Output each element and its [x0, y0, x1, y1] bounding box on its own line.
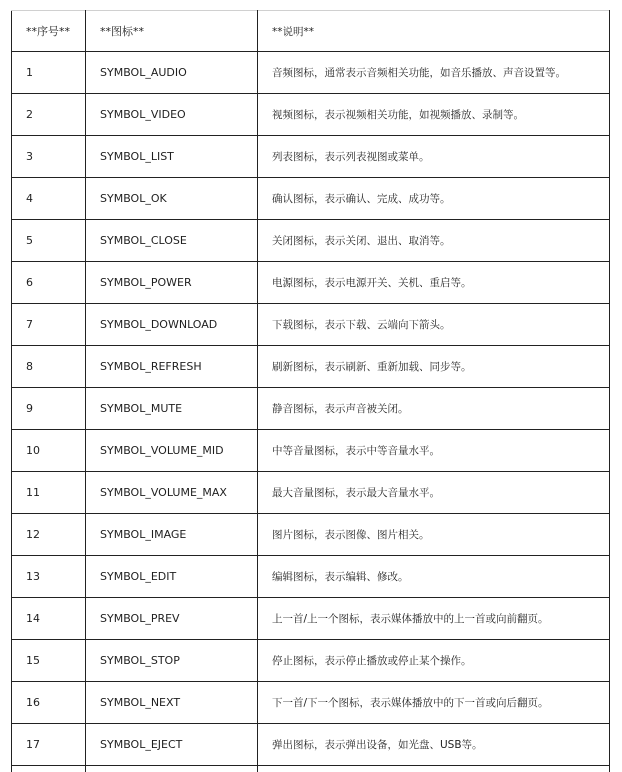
header-icon: **图标**: [86, 11, 258, 52]
row-symbol: SYMBOL_VIDEO: [86, 94, 258, 136]
table-row-cut-off: [12, 766, 610, 772]
row-description: 弹出图标，表示弹出设备，如光盘、USB等。: [258, 724, 610, 766]
row-description: 音频图标，通常表示音频相关功能，如音乐播放、声音设置等。: [258, 52, 610, 94]
table-row: [12, 220, 610, 262]
row-number: 3: [12, 136, 86, 178]
row-number: 7: [12, 304, 86, 346]
table-row: [12, 262, 610, 304]
symbol-table-container: [11, 10, 609, 772]
row-description: 中等音量图标，表示中等音量水平。: [258, 430, 610, 472]
row-description: 下一首/下一个图标，表示媒体播放中的下一首或向后翻页。: [258, 682, 610, 724]
row-description-empty: [258, 766, 610, 772]
row-description: 关闭图标，表示关闭、退出、取消等。: [258, 220, 610, 262]
table-row: [12, 598, 610, 640]
row-number: 17: [12, 724, 86, 766]
row-symbol: SYMBOL_VOLUME_MAX: [86, 472, 258, 514]
row-description: 视频图标，表示视频相关功能，如视频播放、录制等。: [258, 94, 610, 136]
row-number: 2: [12, 94, 86, 136]
table-row: [12, 514, 610, 556]
row-symbol: SYMBOL_CLOSE: [86, 220, 258, 262]
row-number: 8: [12, 346, 86, 388]
table-row: [12, 640, 610, 682]
row-symbol: SYMBOL_IMAGE: [86, 514, 258, 556]
row-symbol: SYMBOL_DOWNLOAD: [86, 304, 258, 346]
row-number: 16: [12, 682, 86, 724]
table-row: [12, 724, 610, 766]
row-description: 静音图标，表示声音被关闭。: [258, 388, 610, 430]
row-symbol: SYMBOL_AUDIO: [86, 52, 258, 94]
table-row: [12, 136, 610, 178]
row-number: 12: [12, 514, 86, 556]
row-description: 图片图标，表示图像、图片相关。: [258, 514, 610, 556]
row-symbol: SYMBOL_NEXT: [86, 682, 258, 724]
table-row: [12, 346, 610, 388]
row-symbol: SYMBOL_STOP: [86, 640, 258, 682]
row-number: 4: [12, 178, 86, 220]
row-number: 11: [12, 472, 86, 514]
row-symbol: SYMBOL_OK: [86, 178, 258, 220]
row-symbol: SYMBOL_MUTE: [86, 388, 258, 430]
row-number-empty: [12, 766, 86, 772]
row-symbol: SYMBOL_LIST: [86, 136, 258, 178]
table-row: [12, 682, 610, 724]
table-row: [12, 304, 610, 346]
header-number: **序号**: [12, 11, 86, 52]
row-symbol: SYMBOL_EDIT: [86, 556, 258, 598]
row-description: 电源图标，表示电源开关、关机、重启等。: [258, 262, 610, 304]
table-row: [12, 430, 610, 472]
row-number: 5: [12, 220, 86, 262]
row-description: 最大音量图标，表示最大音量水平。: [258, 472, 610, 514]
table-row: [12, 472, 610, 514]
row-description: 确认图标，表示确认、完成、成功等。: [258, 178, 610, 220]
row-number: 6: [12, 262, 86, 304]
table-row: [12, 94, 610, 136]
row-number: 10: [12, 430, 86, 472]
row-description: 编辑图标，表示编辑、修改。: [258, 556, 610, 598]
symbol-table: [11, 10, 610, 772]
table-header-row: [12, 11, 610, 52]
row-number: 15: [12, 640, 86, 682]
row-description: 停止图标，表示停止播放或停止某个操作。: [258, 640, 610, 682]
row-description: 刷新图标，表示刷新、重新加载、同步等。: [258, 346, 610, 388]
table-row: [12, 556, 610, 598]
row-symbol-empty: [86, 766, 258, 772]
table-row: [12, 52, 610, 94]
row-description: 上一首/上一个图标，表示媒体播放中的上一首或向前翻页。: [258, 598, 610, 640]
row-symbol: SYMBOL_PREV: [86, 598, 258, 640]
row-number: 13: [12, 556, 86, 598]
row-symbol: SYMBOL_REFRESH: [86, 346, 258, 388]
row-description: 列表图标，表示列表视图或菜单。: [258, 136, 610, 178]
table-row: [12, 388, 610, 430]
row-description: 下载图标，表示下载、云端向下箭头。: [258, 304, 610, 346]
row-number: 1: [12, 52, 86, 94]
row-symbol: SYMBOL_EJECT: [86, 724, 258, 766]
row-symbol: SYMBOL_VOLUME_MID: [86, 430, 258, 472]
row-number: 14: [12, 598, 86, 640]
row-symbol: SYMBOL_POWER: [86, 262, 258, 304]
row-number: 9: [12, 388, 86, 430]
table-row: [12, 178, 610, 220]
header-description: **说明**: [258, 11, 610, 52]
